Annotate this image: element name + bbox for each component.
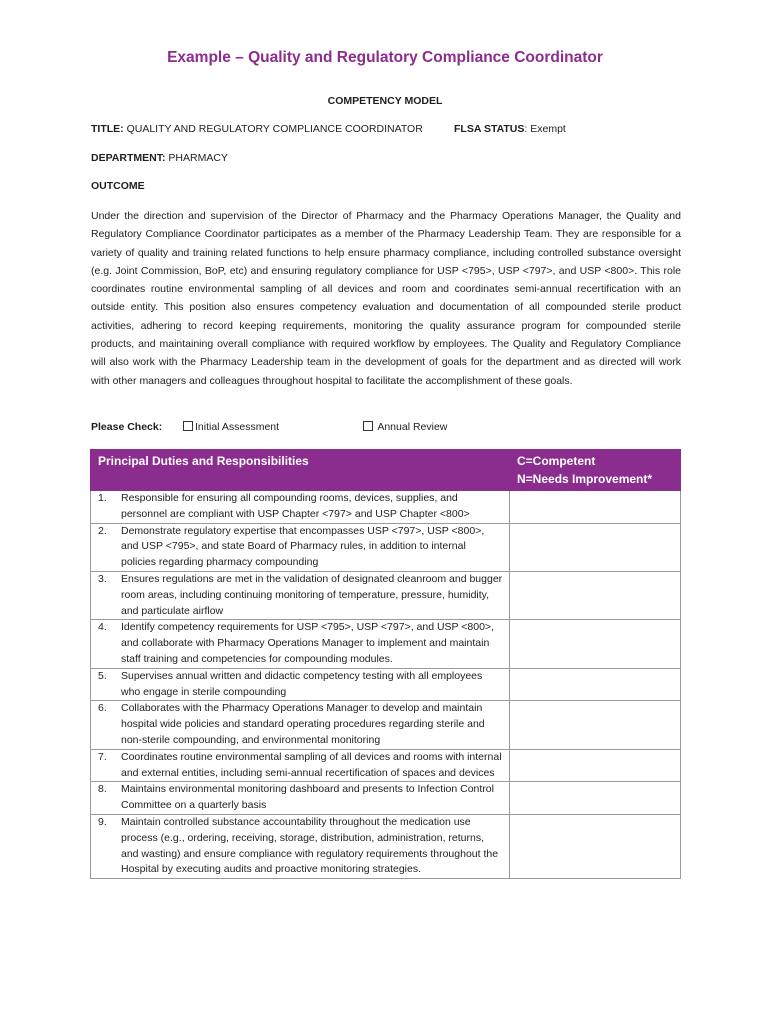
table-row (91, 701, 681, 749)
checkbox-icon[interactable] (183, 421, 193, 431)
title-field (91, 123, 423, 135)
table-row (91, 620, 681, 668)
duty-number: 5. (98, 669, 107, 682)
checkbox-icon[interactable] (363, 421, 373, 431)
duty-cell (91, 749, 510, 782)
table-header-row (91, 450, 681, 491)
title-label: TITLE: (91, 123, 124, 135)
annual-review-label: Annual Review (377, 421, 448, 433)
duty-number: 9. (98, 815, 107, 828)
please-check-label: Please Check: (91, 421, 163, 433)
duty-text: Collaborates with the Pharmacy Operations Manager to develop and maintain hospital wide policies and standard operating procedures regarding sterile and non-sterile compounding, and environmental monitoring (121, 702, 485, 746)
duty-cell (91, 491, 510, 524)
table-row (91, 749, 681, 782)
competency-rating-cell[interactable] (510, 701, 681, 749)
duty-cell (91, 620, 510, 668)
table-row (91, 668, 681, 701)
table-row (91, 571, 681, 619)
duty-text: Maintain controlled substance accountability throughout the medication use process (e.g., ordering, receiving, storage, distribution, administration, returns, and wasting) and ensure compliance with regulatory requirements throughout the Hospital by executing audits and proactive monitoring strategies. (121, 815, 499, 876)
document-subtitle: COMPETENCY MODEL (327, 95, 443, 107)
duties-table-body (91, 491, 681, 879)
competency-rating-cell[interactable] (510, 749, 681, 782)
annual-review-option[interactable] (363, 421, 447, 433)
duty-number: 2. (98, 524, 107, 537)
table-row (91, 491, 681, 524)
duty-number: 3. (98, 572, 107, 585)
duty-cell (91, 571, 510, 619)
competency-rating-cell[interactable] (510, 782, 681, 815)
duty-cell (91, 782, 510, 815)
outcome-paragraph: Under the direction and supervision of the Director of Pharmacy and the Pharmacy Operations Manager, the Quality and Regulatory Compliance Coordinator participates as a member of the Pharmacy Leadership Team. They are responsible for a variety of quality and training related functions to help ensure pharmacy compliance, including controlled substance oversight (e.g. Joint Commission, BoP, etc) and ensuring regulatory compliance for USP <795>, USP <797>, and USP <800>. This role coordinates routine environmental sampling of all devices and room and coordinates semi-annual recertification with an outside entity. This position also ensures competency evaluation and documentation of all compounded sterile product activities, adhering to record keeping requirements, monitoring the quality assurance program for compounded sterile products, and maintaining overall compliance with required workflow by employees. The Quality and Regulatory Compliance will also work with the Pharmacy Leadership team in the development of goals for the department and as directed will work with other managers and colleagues throughout hospital to facilitate the accomplishment of these goals. (91, 210, 681, 387)
duty-cell (91, 701, 510, 749)
table-row (91, 814, 681, 878)
title-value: QUALITY AND REGULATORY COMPLIANCE COORDINATOR (123, 123, 423, 135)
competency-rating-cell[interactable] (510, 523, 681, 571)
duty-text: Identify competency requirements for USP <795>, USP <797>, and USP <800>, and collaborate with Pharmacy Operations Manager to implement and maintain staff training and competencies for compounding modules. (121, 621, 494, 665)
duties-table (90, 449, 681, 879)
table-row (91, 523, 681, 571)
department-field (91, 152, 228, 164)
duty-text: Ensures regulations are met in the validation of designated cleanroom and bugger room areas, including continuing monitoring of temperature, pressure, humidity, and particulate airflow (121, 572, 503, 617)
competency-rating-cell[interactable] (510, 491, 681, 524)
duty-number: 1. (98, 492, 107, 504)
status-header: C=Competent N=Needs Improvement* (510, 450, 681, 491)
duty-cell (91, 814, 510, 878)
competency-rating-cell[interactable] (510, 620, 681, 668)
initial-assessment-option[interactable] (183, 421, 279, 433)
duty-number: 7. (98, 750, 107, 763)
duty-text: Supervises annual written and didactic competency testing with all employees who engage in sterile compounding (121, 669, 483, 698)
check-row (91, 421, 691, 437)
table-row (91, 782, 681, 815)
competency-rating-cell[interactable] (510, 668, 681, 701)
duty-text: Demonstrate regulatory expertise that encompasses USP <797>, USP <800>, and USP <795>, and state Board of Pharmacy rules, in addition to internal policies regarding pharmacy compounding (121, 524, 485, 569)
department-label: DEPARTMENT: (91, 152, 166, 164)
duty-number: 6. (98, 702, 107, 715)
duty-number: 8. (98, 783, 107, 796)
competency-rating-cell[interactable] (510, 814, 681, 878)
competency-rating-cell[interactable] (510, 571, 681, 619)
department-value: PHARMACY (165, 152, 228, 164)
duty-cell (91, 668, 510, 701)
duty-text: Maintains environmental monitoring dashboard and presents to Infection Control Committee on a quarterly basis (121, 783, 494, 812)
flsa-field (454, 123, 566, 135)
flsa-value: : Exempt (524, 123, 566, 135)
duties-header: Principal Duties and Responsibilities (91, 450, 510, 491)
duty-text: Responsible for ensuring all compounding rooms, devices, supplies, and personnel are compliant with USP Chapter <797> and USP Chapter <800> (121, 492, 470, 520)
duty-text: Coordinates routine environmental sampling of all devices and rooms with internal and external entities, including semi-annual recertification of spaces and devices (121, 750, 502, 779)
outcome-heading: OUTCOME (91, 180, 145, 192)
initial-assessment-label: Initial Assessment (195, 421, 280, 433)
flsa-label: FLSA STATUS (454, 123, 525, 135)
duty-number: 4. (98, 621, 107, 634)
document-title: Example – Quality and Regulatory Compliance Coordinator (167, 49, 603, 66)
duty-cell (91, 523, 510, 571)
